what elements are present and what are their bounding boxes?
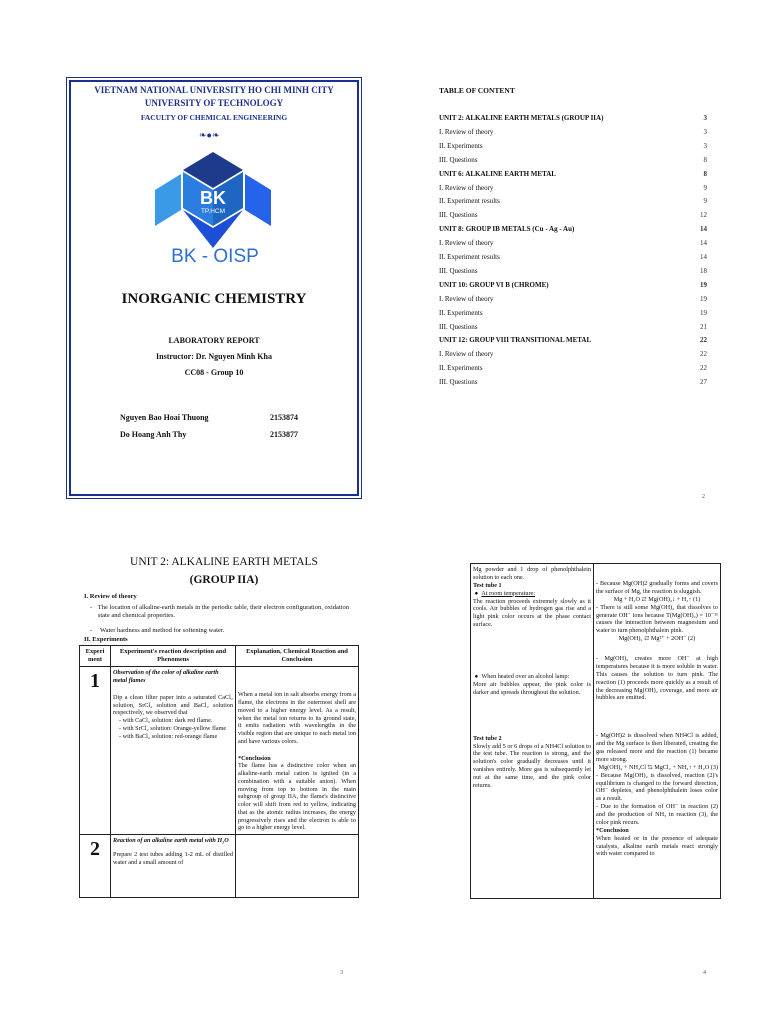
unit-title: UNIT 2: ALKALINE EARTH METALS — [130, 556, 318, 568]
toc-entry-label: III. Questions — [439, 155, 478, 164]
test-tube-heading: Test tube 1 — [473, 581, 502, 589]
equation: Mg + H₂O ⇄ Mg(OH)₂↓ + H₂↑ (1) — [613, 595, 701, 603]
toc-entry-page: 18 — [700, 266, 707, 275]
page-number: 2 — [702, 494, 705, 500]
toc-entry-page: 22 — [700, 350, 707, 359]
conclusion-heading: *Conclusion — [596, 826, 629, 834]
toc-entry[interactable] — [439, 225, 707, 233]
toc-entry[interactable] — [439, 309, 707, 317]
logo-caption: BK - OISP — [171, 246, 259, 267]
toc-entry-page: 19 — [700, 280, 707, 289]
toc-entry-label: UNIT 10: GROUP VI B (CHROME) — [439, 280, 549, 289]
toc-entry[interactable] — [439, 197, 707, 205]
toc-entry-page: 14 — [700, 239, 707, 248]
conclusion-text: When heated or in the presence of adequate catalysts, alkaline earth metals react strongly with water compared to — [596, 834, 718, 858]
toc-entry-label: I. Review of theory — [439, 183, 494, 192]
toc-entry-page: 19 — [700, 294, 707, 303]
unit-subtitle: (GROUP IIA) — [189, 574, 259, 586]
toc-entry[interactable] — [439, 184, 707, 192]
toc-entry-label: I. Review of theory — [439, 239, 494, 248]
col-header: Explanation, Chemical Reaction and Conclusion — [236, 646, 359, 667]
toc-entry-label: I. Review of theory — [439, 350, 494, 359]
toc-entry-label: UNIT 2: ALKALINE EARTH METALS (GROUP IIA) — [439, 114, 604, 122]
university-name: VIETNAM NATIONAL UNIVERSITY HO CHI MINH CITY — [94, 85, 334, 95]
toc-entry-page: 22 — [700, 364, 707, 373]
experiment-explanation — [594, 564, 721, 899]
table-row — [80, 667, 359, 835]
logo-subtext: TP.HCM — [200, 208, 226, 215]
faculty-name: FACULTY OF CHEMICAL ENGINEERING — [140, 113, 288, 122]
student-id: 2153874 — [270, 413, 298, 422]
student-name: Do Hoang Anh Thy — [120, 430, 187, 439]
toc-entry[interactable] — [439, 323, 707, 331]
list-item: - with CaCl₂ solution: dark red flame. — [119, 717, 213, 724]
experiment-table-continued — [470, 563, 721, 899]
toc-entry[interactable] — [439, 350, 707, 358]
toc-entry-page: 19 — [700, 308, 707, 317]
toc-entry-label: UNIT 6: ALKALINE EARTH METAL — [439, 169, 556, 178]
toc-entry[interactable] — [439, 378, 707, 386]
toc-entry-page: 8 — [703, 155, 707, 164]
equation: Mg(OH)₂ ⇄ Mg²⁺ + 2OH⁻ (2) — [618, 635, 696, 643]
toc-entry[interactable] — [439, 142, 707, 150]
experiment-text: Mg powder and 1 drop of phenolphthalein solution to each one. — [473, 566, 591, 581]
bullet-item: - Water hardness and method for softening water. — [90, 627, 225, 634]
toc-entry-label: III. Questions — [439, 378, 478, 387]
explanation-text: - Due to the formation of OH⁻ in reaction (2) and the production of NH₃ in reaction (3), the color pink recurs. — [596, 803, 718, 826]
equation: Mg(OH)₂ + NH₄Cl ⇆ MgCl₂ + NH₃↑ + H₂O (3) — [598, 763, 718, 771]
toc-entry[interactable] — [439, 336, 707, 344]
section-heading: I. Review of theory — [84, 593, 137, 600]
experiment-title: Observation of the color of alkaline earth metal flames — [113, 669, 219, 684]
table-row — [80, 835, 359, 898]
test-tube-heading: Test tube 2 — [473, 734, 502, 742]
toc-title: TABLE OF CONTENT — [439, 86, 515, 95]
toc-entry-label: II. Experiments — [439, 364, 483, 373]
student-name: Nguyen Bao Hoai Thuong — [120, 413, 209, 422]
col-header: Experiment's reaction description and Phenomens — [111, 646, 236, 667]
toc-entry[interactable] — [439, 364, 707, 372]
page-number: 4 — [703, 970, 706, 976]
list-item: ● When heated over an alcohol lamp: — [473, 673, 570, 680]
conclusion-text: The flame has a distinctive color when an alkaline-earth metal cation is ignited (in a combination with a suitable anion). When moving from top to bottom in the main subgroup of group IIA, the flame's distinctive color will shift from red to yellow, indicating that as the atomic radius increases, the energy progressively rises and the electron is able to go to a higher energy level. — [238, 762, 356, 832]
toc-entry[interactable] — [439, 128, 707, 136]
toc-entry[interactable] — [439, 170, 707, 178]
experiment-text: Dip a clean filter paper into a saturated CaCl₂ solution, SrCl₂ solution and BaCl₂ solution respectively, we observed that — [113, 693, 233, 717]
experiment-text: More air bubbles appear, the pink color is darker and spreads throughout the solution. — [473, 680, 591, 696]
toc-entry-label: UNIT 8: GROUP IB METALS (Cu - Ag - Au) — [439, 225, 575, 234]
toc-entry-label: II. Experiment results — [439, 197, 500, 206]
explanation-text: - Mg(OH)2 is dissolved when NH4Cl is added, and the Mg surface is then liberated, creating the gas released more and the reaction (1) became more strong. — [596, 732, 718, 763]
student-id: 2153877 — [270, 430, 298, 439]
col-header: Experi ment — [80, 646, 111, 667]
experiment-text: Slowly add 5 or 6 drops of a NH4Cl solution to the test tube. The reaction is strong, and the solution's color gradually decreases until it vanishes entirely. More gas is subsequently let out at the same time, and the pink color returns. — [473, 742, 591, 789]
toc-entry-page: 3 — [703, 114, 707, 122]
toc-entry[interactable] — [439, 253, 707, 261]
experiment-number: 2 — [80, 835, 111, 898]
experiment-text: The reaction proceeds extremely slowly as it cools. Air bubbles of hydrogen gas rise and a light pink color occurs at the phase contact surface. — [473, 597, 591, 629]
toc-entry[interactable] — [439, 114, 707, 122]
conclusion-heading: *Conclusion — [238, 754, 271, 762]
toc-entry-label: II. Experiments — [439, 308, 483, 317]
toc-entry-page: 27 — [700, 378, 707, 387]
toc-entry[interactable] — [439, 211, 707, 219]
explanation-text: - Because Mg(OH)₂ is dissolved, reaction (2)'s equilibrium is changed to the forward direction, OH⁻ depletes, and phenolphthalein loses color as a result. — [596, 771, 718, 803]
list-item: ● At room temperature: — [473, 589, 535, 597]
toc-entry-page: 22 — [700, 336, 707, 345]
page-number: 3 — [340, 970, 343, 976]
experiment-explanation — [236, 667, 359, 835]
experiment-description — [471, 564, 594, 899]
toc-entry-page: 3 — [703, 141, 707, 150]
logo-text: BK — [200, 188, 226, 208]
experiment-text: Prepare 2 test tubes adding 1-2 mL of distilled water and a small amount of — [113, 850, 233, 866]
report-type: LABORATORY REPORT — [168, 336, 260, 345]
toc-entry-label: II. Experiment results — [439, 253, 500, 261]
course-title: INORGANIC CHEMISTRY — [121, 291, 307, 307]
toc-entry-page: 9 — [703, 197, 707, 206]
toc-entry-page: 12 — [700, 211, 707, 220]
toc-entry-label: II. Experiments — [439, 141, 483, 150]
explanation-text: - Because Mg(OH)2 gradually forms and covers the surface of Mg, the reaction is sluggish. — [596, 580, 718, 595]
class-group: CC08 - Group 10 — [184, 368, 244, 377]
toc-entry[interactable] — [439, 239, 707, 247]
experiment-description — [111, 667, 236, 835]
toc-entry-label: UNIT 12: GROUP VIII TRANSITIONAL METAL — [439, 336, 592, 345]
toc-entry-label: III. Questions — [439, 266, 478, 275]
toc-entry-label: III. Questions — [439, 322, 478, 331]
experiment-explanation — [236, 835, 359, 898]
toc-entry-page: 14 — [700, 225, 707, 234]
experiment-table — [79, 645, 359, 898]
toc-entry-page: 8 — [703, 169, 707, 178]
toc-entry[interactable] — [439, 267, 707, 275]
explanation-text: - Mg(OH)₂ creates more OH⁻ at high temperatures because it is more soluble in water. This causes the solution to turn pink. The reaction (1) proceeds more quickly as a result of the decreasing Mg(OH)₂ coverage, and more air bubbles are emitted. — [596, 655, 718, 702]
ornament-icon: ❧●❧ — [199, 130, 220, 140]
toc-entry-label: I. Review of theory — [439, 127, 494, 136]
table-row — [471, 564, 721, 899]
toc-entry-page: 3 — [703, 127, 707, 136]
toc-entry-label: I. Review of theory — [439, 294, 494, 303]
experiment-title: Reaction of an alkaline earth metal with H₂O — [113, 837, 229, 844]
toc-entry-page: 21 — [700, 322, 707, 331]
cover-border — [69, 80, 359, 496]
list-item: - with BaCl₂ solution: red-orange flame — [119, 732, 218, 740]
toc-entry[interactable] — [439, 156, 707, 164]
toc-entry-page: 14 — [700, 253, 707, 261]
toc-entry[interactable] — [439, 295, 707, 303]
toc-entry-page: 9 — [703, 183, 707, 192]
toc-entry-label: III. Questions — [439, 211, 478, 220]
section-heading: II. Experiments — [84, 636, 128, 643]
explanation-text: When a metal ion in salt absorbs energy from a flame, the electrons in the outermost shell are moved to a higher energy level. As a result, when the metal ion returns to its ground state, it emits radiation with wavelengths in the visible region that are unique to each metal ion and have various colors. — [238, 691, 356, 745]
instructor: Instructor: Dr. Nguyen Minh Kha — [156, 352, 272, 361]
experiment-description — [111, 835, 236, 898]
bullet-item: - The location of alkaline-earth metals in the periodic table, their electron configuration, oxidation state and chemical properties. — [90, 604, 350, 620]
experiment-number: 1 — [80, 667, 111, 835]
explanation-text: - There is still some Mg(OH)₂ that dissolves to generate OH⁻ ions because T(Mg(OH)₂) = 10⁻¹¹ causes the interaction between magnesium and water to turn phenolphthalein pink. — [596, 603, 718, 635]
school-name: UNIVERSITY OF TECHNOLOGY — [144, 98, 284, 108]
toc-entry[interactable] — [439, 281, 707, 289]
list-item: - with SrCl₂ solution: Orange-yellow flame — [119, 724, 227, 732]
